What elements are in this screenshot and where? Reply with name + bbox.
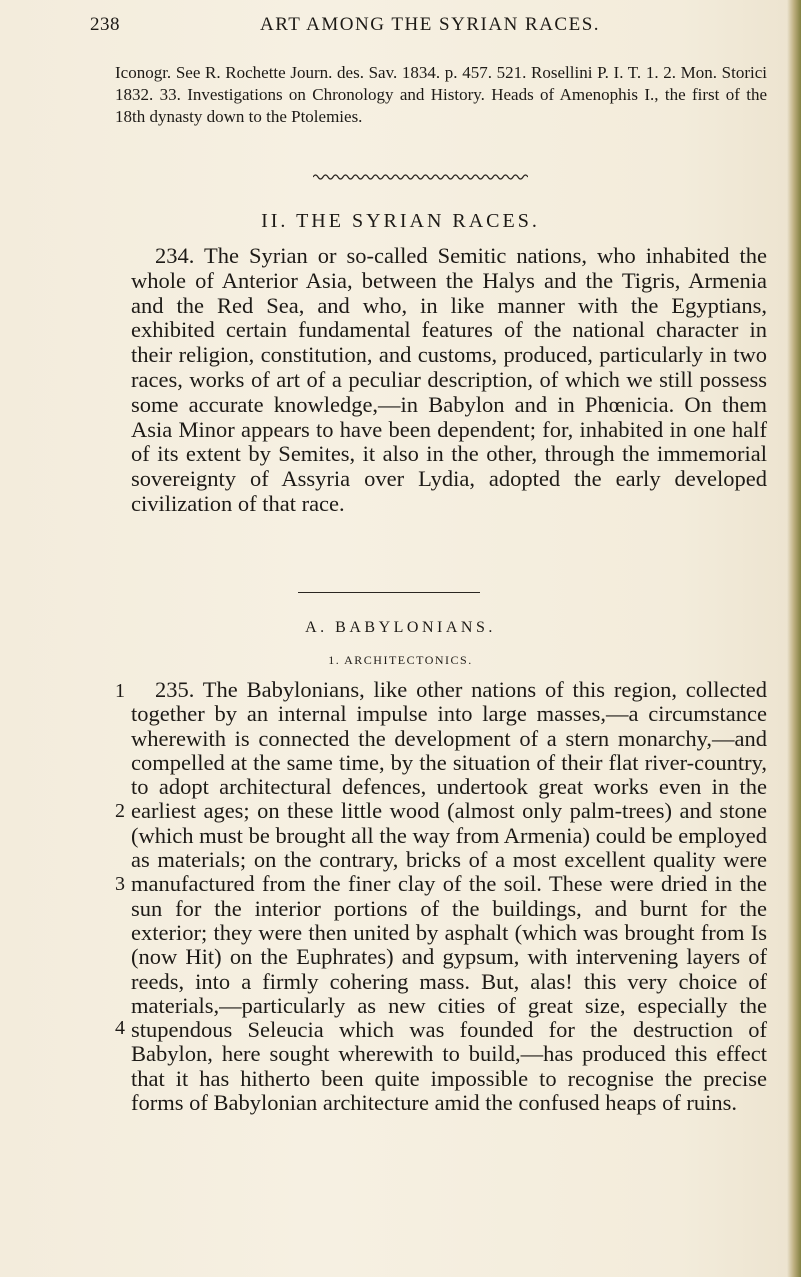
margin-note-4: 4 [115,1017,125,1039]
reference-note: Iconogr. See R. Rochette Journ. des. Sav. 1834. p. 457. 521. Rosellini P. I. T. 1. 2. Mon. Storici 1832. 33. Investigations on Chronology and History. Heads of Amenophis I., the first of the 18th dynasty down to the Ptolemies. [115,63,767,126]
paragraph-number: 234. [155,243,195,268]
paragraph-text: The Syrian or so-called Semitic nations, who inhabited the whole of Anterior Asia, between the Halys and the Tigris, Armenia and the Red Sea, and who, in like manner with the Egyptians, exhibited certain fundamental features of the national character in their religion, constitution, and customs, produced, particularly in two races, works of art of a peculiar description, of which we still possess some accurate knowledge,—in Babylon and in Phœnicia. On them Asia Minor appears to have been dependent; for, inhabited in one half of its extent by Semites, it also in the other, through the immemorial sovereignty of Assyria over Lydia, adopted the early developed civilization of that race. [131,243,768,516]
margin-note-1: 1 [115,680,125,702]
paragraph-234 [131,244,767,517]
paragraph-235 [131,678,767,1115]
horizontal-divider [298,592,480,593]
paragraph-number: 235. [155,677,195,702]
margin-note-3: 3 [115,873,125,895]
running-head-title: ART AMONG THE SYRIAN RACES. [259,14,601,35]
running-head [90,14,770,44]
subsubsection-title: 1. ARCHITECTONICS. [328,653,473,667]
subsection-title: A. BABYLONIANS. [305,619,496,636]
page-number: 238 [90,14,120,35]
wavy-divider [313,172,528,182]
margin-note-2: 2 [115,800,125,822]
section-title: II. THE SYRIAN RACES. [261,210,540,232]
paragraph-text: The Babylonians, like other nations of this region, collected together by an internal impulse into large masses,—a circumstance wherewith is connected the development of a stern monarchy,—and compelled at the same time, by the situation of their flat river-country, to adopt architectural defences, undertook great works even in the earliest ages; on these little wood (almost only palm-trees) and stone (which must be brought all the way from Armenia) could be employed as materials; on the contrary, bricks of a most excellent quality were manufactured from the finer clay of the soil. These were dried in the sun for the interior portions of the buildings, and burnt for the exterior; they were then united by asphalt (which was brought from Is (now Hit) on the Euphrates) and gypsum, with intervening layers of reeds, into a firmly cohering mass. But, alas! this very choice of materials,—particularly as new cities of great size, especially the stupendous Seleucia which was founded for the destruction of Babylon, here sought wherewith to build,—has produced this effect that it has hitherto been quite impossible to recognise the precise forms of Babylonian architecture amid the confused heaps of ruins. [131,677,767,1116]
page-edge-shadow [787,0,801,1277]
